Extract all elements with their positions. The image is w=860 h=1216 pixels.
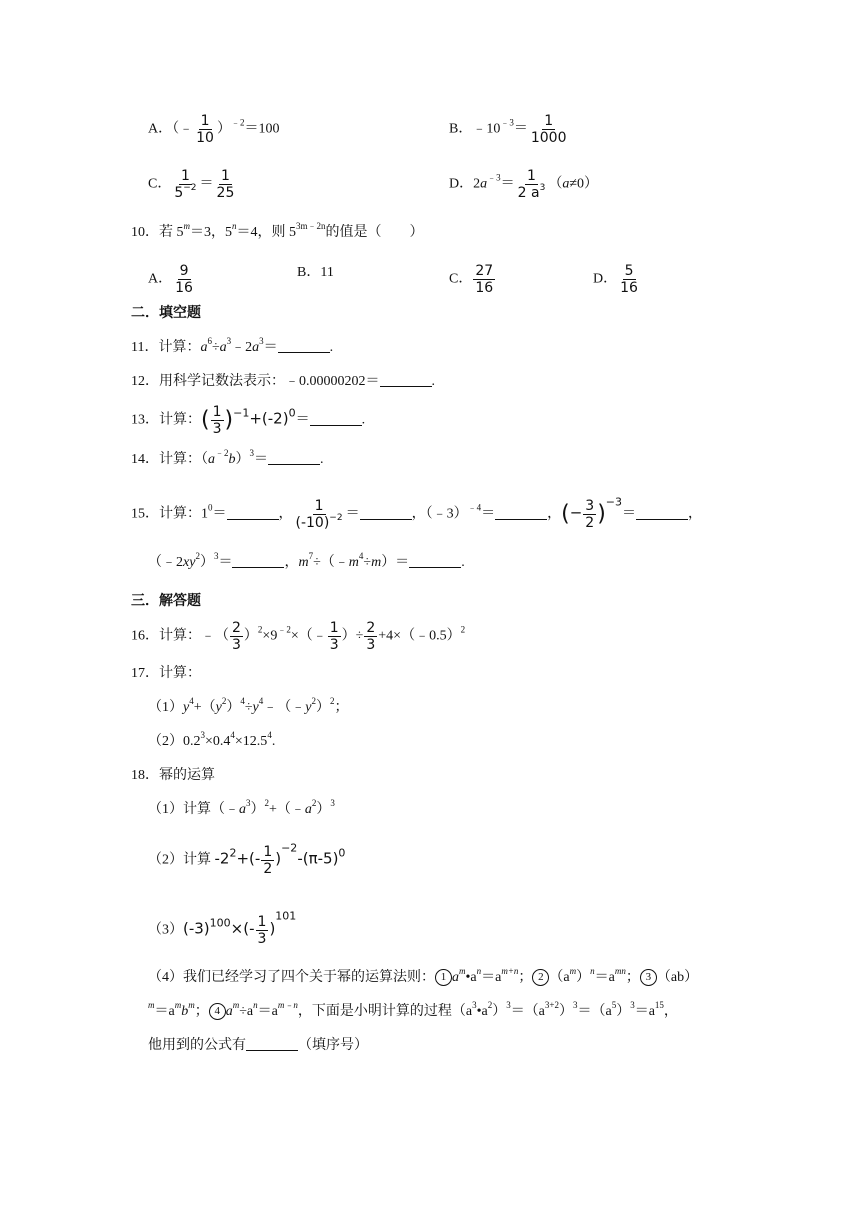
answer-blank[interactable] xyxy=(246,1036,298,1051)
question-14: 14．计算：$(a^{﹣2}b)^3=$ . xyxy=(131,448,324,467)
question-13: 13．计算：( $\frac{1}{3}$ )$^{-1}+(-2)^0=$ . xyxy=(131,404,366,437)
q9-option-d: D．$2a^{﹣3}=$ $\frac{1}{2 a^3}$ （a≠0） xyxy=(449,168,598,201)
question-12: 12．用科学记数法表示：﹣0.00000202＝ . xyxy=(131,374,435,389)
section-heading-fill-in: 二．填空题 xyxy=(131,304,201,320)
answer-blank[interactable] xyxy=(232,553,284,568)
question-18-part-3: $(3)(-3)^{100}\times(-$ $\frac{1}{3}$ )$^{101}$ xyxy=(148,909,297,947)
question-18-part-4-line-1: （4）我们已经学习了四个关于幂的运算法则： 1 $a^m•a^n=a^{m+n}$； 2 $(a^m)^n=a^{mn}$； 3 （ab） xyxy=(148,966,699,985)
question-11: 11．计算：$a^6\div a^3﹣2a^3=$ . xyxy=(131,336,334,355)
answer-blank[interactable] xyxy=(409,553,461,568)
q10-option-d: D． $\frac{5}{16}$ xyxy=(593,263,638,296)
question-17-part-2: $(2)0.2^3\times 0.4^4\times 12.5^4$. xyxy=(148,730,276,749)
answer-blank[interactable] xyxy=(268,450,320,465)
question-18-part-4-line-3: 他用到的公式有 （填序号） xyxy=(148,1038,368,1053)
question-15-line-1: 15．计算：$1^0=$ ， $\frac{1}{(-10)^{-2}}$ ＝ ，（﹣3）$^{﹣4}$＝ ，(− $\frac{3}{2}$ )$^{-3}$＝ ， xyxy=(131,495,702,531)
question-17-title: 17．计算： xyxy=(131,666,201,681)
answer-blank[interactable] xyxy=(310,411,362,426)
q10-option-c: C． $\frac{27}{16}$ xyxy=(449,263,494,296)
answer-blank[interactable] xyxy=(380,372,432,387)
question-15-line-2: $(﹣2xy^2)^3=$ ，$m^7\div(﹣m^4\div m)=$ . xyxy=(148,551,465,570)
answer-blank[interactable] xyxy=(278,338,330,353)
section-heading-solutions: 三．解答题 xyxy=(131,592,201,608)
q9-option-c: C． $\frac{1}{5^{-2}}$ ＝ $\frac{1}{25}$ xyxy=(148,168,235,201)
q9-option-a: A．（﹣ $\frac{1}{10}$ ）$^{﹣2}$＝100 xyxy=(148,113,280,146)
answer-blank[interactable] xyxy=(636,505,688,520)
q10-option-a: A． $\frac{9}{16}$ xyxy=(148,263,193,296)
answer-blank[interactable] xyxy=(360,505,412,520)
question-16: 16．计算：﹣（ $\frac{2}{3}$ ）$^2\times 9^{﹣2}\times(﹣$ $\frac{1}{3}$ ）÷ $\frac{2}{3}$ +4×（﹣0.5）$^2$ xyxy=(131,620,466,653)
question-10-stem: 10．若 $5^m=3$，$5^n=4$，则 $5^{3m﹣2n}$的值是（ ） xyxy=(131,221,424,240)
answer-blank[interactable] xyxy=(227,505,279,520)
q9-option-b: B．$﹣10^{﹣3}=$ $\frac{1}{1000}$ xyxy=(449,113,567,146)
answer-blank[interactable] xyxy=(495,505,547,520)
question-18-part-1: （1）计算$(﹣a^3)^2+(﹣a^2)^3$ xyxy=(148,798,335,817)
q10-option-b: B．11 xyxy=(297,265,334,280)
question-18-title: 18．幂的运算 xyxy=(131,768,215,783)
question-18-part-4-line-2: $^m=a^mb^m$； 4 $a^m\div a^n=a^{m﹣n}$，下面是小明计算的过程$(a^3•a^2)^3=(a^{3+2})^3=(a^5)^3=a^{15}$， xyxy=(148,1000,678,1019)
question-17-part-1: $(1)y^4+(y^2)^4\div y^4﹣(﹣y^2)^2$； xyxy=(148,696,349,715)
question-18-part-2: （2）计算 $-2^2+(-$ $\frac{1}{2}$ )$^{-2}-(\pi-5)^0$ xyxy=(148,841,346,877)
